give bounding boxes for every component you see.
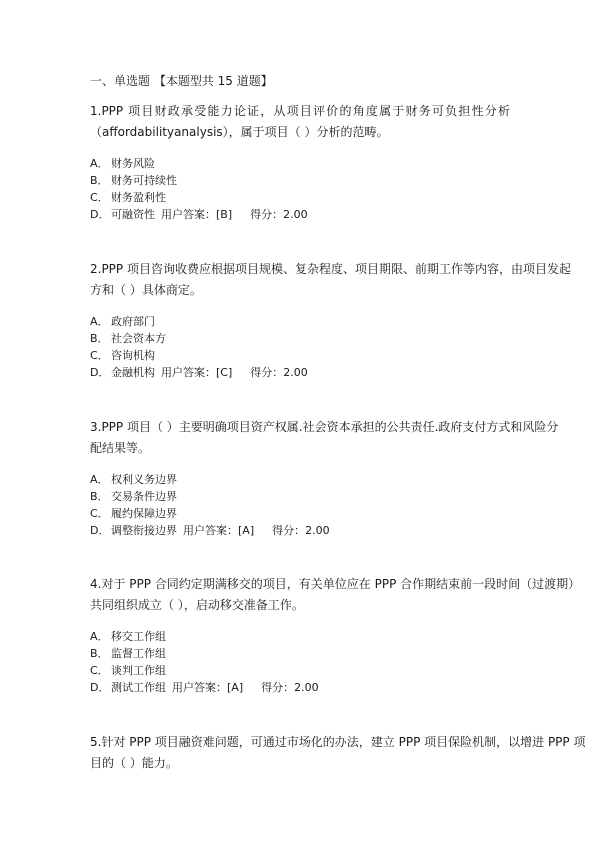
question-4 <box>90 574 581 696</box>
question-stem-line: 5.针对 PPP 项目融资难问题，可通过市场化的办法，建立 PPP 项目保险机制，以增进 PPP 项 <box>90 735 586 749</box>
option-text: 咨询机构 <box>111 349 155 362</box>
question-1 <box>90 101 510 223</box>
option-text: 权利义务边界 <box>111 473 177 486</box>
option-letter: B． <box>90 647 109 660</box>
option-letter: C． <box>90 349 109 362</box>
question-5 <box>90 732 586 774</box>
question-stem-line: 3.PPP 项目（ ）主要明确项目资产权属.社会资本承担的公共责任.政府支付方式和风险分 <box>90 420 559 434</box>
option-text: 政府部门 <box>111 315 155 328</box>
option-d <box>90 364 510 381</box>
option-d <box>90 522 510 539</box>
option-letter: B． <box>90 490 109 503</box>
option-c <box>90 662 510 679</box>
option-a <box>90 313 510 330</box>
option-text: 履约保障边界 <box>111 507 177 520</box>
option-c <box>90 505 510 522</box>
user-answer: 用户答案：[C] <box>161 366 233 379</box>
option-c <box>90 347 510 364</box>
option-text: 交易条件边界 <box>111 490 177 503</box>
option-text: 财务风险 <box>111 157 155 170</box>
question-stem <box>90 417 559 459</box>
section-title: 一、单选题 【本题型共 15 道题】 <box>90 74 273 88</box>
option-text: 调整衔接边界 <box>111 524 177 537</box>
option-text: 社会资本方 <box>111 332 166 345</box>
question-stem <box>90 574 581 616</box>
question-stem-line: 1.PPP 项目财政承受能力论证，从项目评价的角度属于财务可负担性分析 <box>90 104 510 118</box>
question-stem-line: 4.对于 PPP 合同约定期满移交的项目，有关单位应在 PPP 合作期结束前一段时间（过渡期） <box>90 577 581 591</box>
option-text: 金融机构 <box>111 366 155 379</box>
question-3 <box>90 417 559 539</box>
option-letter: A． <box>90 630 109 643</box>
option-list <box>90 471 510 539</box>
option-list <box>90 155 510 223</box>
option-letter: A． <box>90 473 109 486</box>
question-stem-line: 配结果等。 <box>90 441 151 455</box>
question-stem <box>90 101 510 143</box>
option-letter: D． <box>90 681 110 694</box>
option-a <box>90 155 510 172</box>
option-text: 测试工作组 <box>111 681 166 694</box>
option-a <box>90 628 510 645</box>
user-answer: 用户答案：[A] <box>183 524 255 537</box>
score: 得分：2.00 <box>272 524 330 537</box>
option-text: 监督工作组 <box>111 647 166 660</box>
option-letter: A． <box>90 315 109 328</box>
option-d <box>90 206 510 223</box>
option-letter: A． <box>90 157 109 170</box>
option-text: 财务可持续性 <box>111 174 177 187</box>
option-letter: C． <box>90 664 109 677</box>
option-letter: D． <box>90 524 110 537</box>
question-stem-line: 2.PPP 项目咨询收费应根据项目规模、复杂程度、项目期限、前期工作等内容，由项目发起 <box>90 262 571 276</box>
user-answer: 用户答案：[A] <box>172 681 244 694</box>
option-text: 可融资性 <box>111 208 155 221</box>
option-text: 财务盈利性 <box>111 191 166 204</box>
option-letter: C． <box>90 507 109 520</box>
option-b <box>90 488 510 505</box>
score: 得分：2.00 <box>261 681 319 694</box>
question-stem-line: 共同组织成立（ ），启动移交准备工作。 <box>90 598 304 612</box>
option-d <box>90 679 510 696</box>
option-list <box>90 313 510 381</box>
option-b <box>90 645 510 662</box>
question-stem <box>90 732 586 774</box>
question-stem-line: 方和（ ）具体商定。 <box>90 283 202 297</box>
user-answer: 用户答案：[B] <box>161 208 233 221</box>
option-letter: B． <box>90 174 109 187</box>
option-letter: D． <box>90 366 110 379</box>
option-letter: C． <box>90 191 109 204</box>
question-stem-line: 目的（ ）能力。 <box>90 756 178 770</box>
option-a <box>90 471 510 488</box>
option-c <box>90 189 510 206</box>
option-b <box>90 330 510 347</box>
question-stem <box>90 259 571 301</box>
score: 得分：2.00 <box>250 208 308 221</box>
option-text: 谈判工作组 <box>111 664 166 677</box>
question-2 <box>90 259 571 381</box>
option-list <box>90 628 510 696</box>
option-letter: D． <box>90 208 110 221</box>
option-letter: B． <box>90 332 109 345</box>
question-stem-line: （affordabilityanalysis），属于项目（ ）分析的范畴。 <box>90 125 389 139</box>
option-b <box>90 172 510 189</box>
option-text: 移交工作组 <box>111 630 166 643</box>
score: 得分：2.00 <box>250 366 308 379</box>
